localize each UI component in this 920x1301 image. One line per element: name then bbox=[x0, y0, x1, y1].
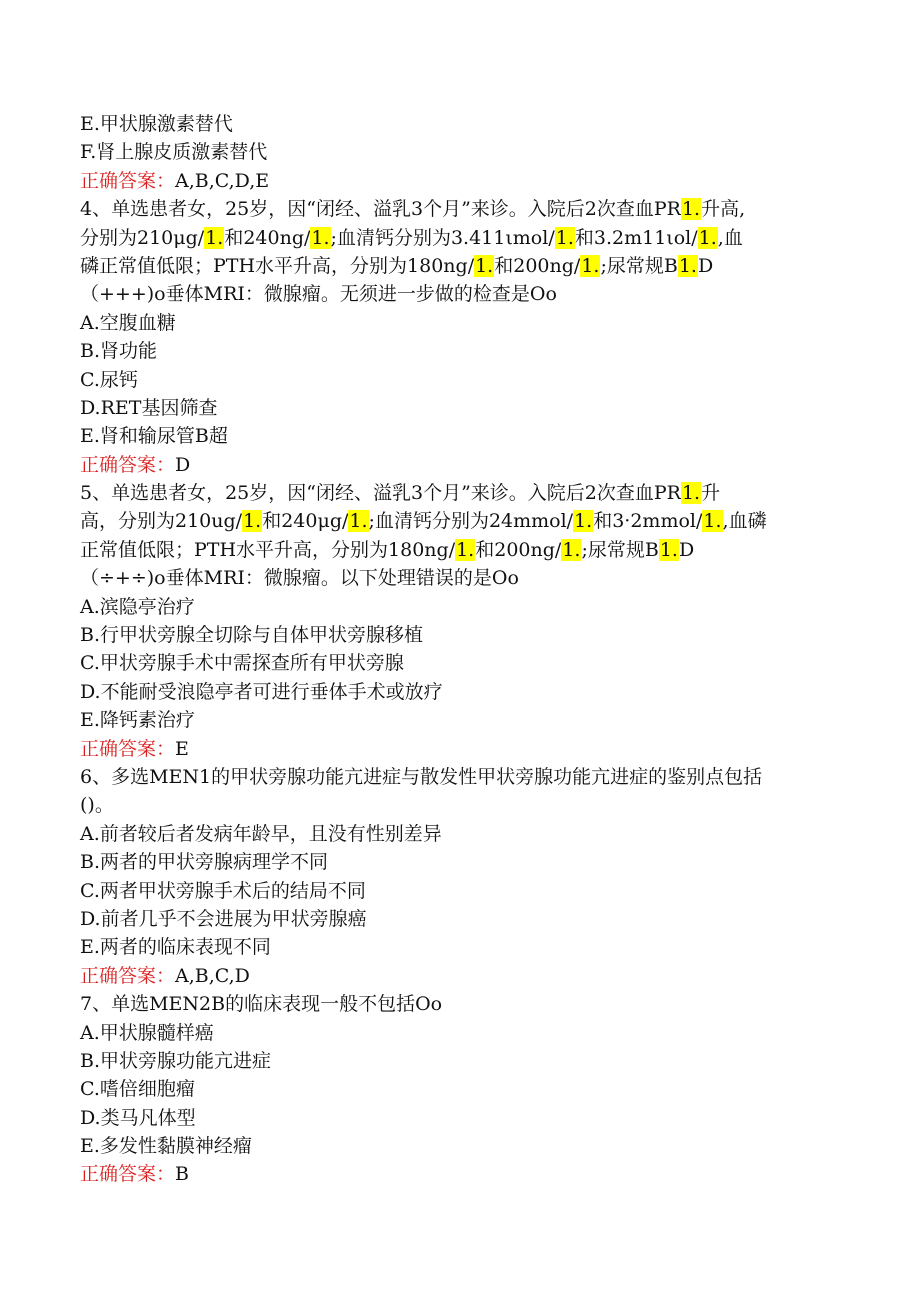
highlight-mark: 1. bbox=[243, 510, 262, 533]
option-a: A.空腹血糖 bbox=[80, 311, 176, 334]
answer-value: A,B,C,D bbox=[175, 964, 250, 987]
question-4-stem-line-3 bbox=[80, 252, 840, 280]
answer-line bbox=[80, 735, 840, 763]
answer-label: 正确答案： bbox=[80, 964, 176, 987]
previous-question-tail bbox=[80, 110, 840, 195]
question-4-stem-line-2 bbox=[80, 224, 840, 252]
option-c: C.两者甲状旁腺手术后的结局不同 bbox=[80, 879, 366, 902]
stem-text: ;血清钙分别为24mmol/ bbox=[368, 510, 574, 533]
option-b: B.肾功能 bbox=[80, 340, 158, 363]
answer-line bbox=[80, 167, 840, 195]
question-5-stem-line-1 bbox=[80, 479, 840, 507]
question-7-stem-line-1: 7、单选MEN2B的临床表现一般不包括Oo bbox=[80, 993, 443, 1016]
stem-text: ;尿常规B bbox=[581, 538, 659, 561]
question-6-stem-line-2: ()。 bbox=[80, 794, 114, 817]
highlight-mark: 1. bbox=[698, 226, 717, 249]
option-e: E.多发性黏膜神经瘤 bbox=[80, 1135, 252, 1158]
question-6 bbox=[80, 763, 840, 990]
answer-value: A,B,C,D,E bbox=[175, 169, 270, 192]
stem-text: ;尿常规B bbox=[600, 254, 678, 277]
highlight-mark: 1. bbox=[581, 254, 600, 277]
stem-text: 磷正常值低限；PTH水平升高，分别为180ng/ bbox=[80, 254, 475, 277]
answer-label: 正确答案： bbox=[80, 453, 176, 476]
highlight-mark: 1. bbox=[311, 226, 330, 249]
option-d: D.类马凡体型 bbox=[80, 1106, 196, 1129]
stem-text: 4、单选患者女，25岁，因“闭经、溢乳3个月”来诊。入院后2次查血PR bbox=[80, 198, 681, 221]
highlight-mark: 1. bbox=[205, 226, 224, 249]
answer-line bbox=[80, 962, 840, 990]
answer-label: 正确答案： bbox=[80, 737, 176, 760]
stem-text: 升高, bbox=[701, 198, 746, 221]
option-e: E.肾和输尿管B超 bbox=[80, 425, 228, 448]
answer-value: D bbox=[175, 453, 191, 476]
stem-text: ,血 bbox=[717, 226, 743, 249]
option-b: B.行甲状旁腺全切除与自体甲状旁腺移植 bbox=[80, 624, 424, 647]
question-4-stem-line-1 bbox=[80, 195, 840, 223]
highlight-mark: 1. bbox=[456, 538, 475, 561]
highlight-mark: 1. bbox=[678, 254, 697, 277]
option-c: C.甲状旁腺手术中需探查所有甲状旁腺 bbox=[80, 652, 404, 675]
option-d: D.前者几乎不会进展为甲状旁腺癌 bbox=[80, 907, 367, 930]
highlight-mark: 1. bbox=[555, 226, 574, 249]
stem-text: 和200ng/ bbox=[475, 538, 562, 561]
option-a: A.滨隐亭治疗 bbox=[80, 595, 195, 618]
stem-text: D bbox=[697, 254, 714, 277]
question-5-stem-line-3 bbox=[80, 536, 840, 564]
option-c: C.尿钙 bbox=[80, 368, 138, 391]
option-e: E.降钙素治疗 bbox=[80, 709, 195, 732]
option-a: A.前者较后者发病年龄早，且没有性别差异 bbox=[80, 822, 442, 845]
option-b: B.甲状旁腺功能亢进症 bbox=[80, 1049, 272, 1072]
highlight-mark: 1. bbox=[681, 482, 701, 505]
stem-text: 和3·2mmol/ bbox=[593, 510, 703, 533]
option-b: B.两者的甲状旁腺病理学不同 bbox=[80, 851, 329, 874]
question-6-stem-line-1: 6、多选MEN1的甲状旁腺功能亢进症与散发性甲状旁腺功能亢进症的鉴别点包括 bbox=[80, 765, 763, 788]
stem-text: D bbox=[678, 538, 695, 561]
stem-text: 和3.2m11ιol/ bbox=[574, 226, 698, 249]
question-5-stem-line-4: （÷+÷)o垂体MRI：微腺瘤。以下处理错误的是Oo bbox=[80, 567, 519, 590]
stem-text: 和240μg/ bbox=[262, 510, 349, 533]
stem-text: 高，分别为210ug/ bbox=[80, 510, 243, 533]
option-d: D.不能耐受浪隐亭者可进行垂体手术或放疗 bbox=[80, 680, 443, 703]
option-c: C.嗜倍细胞瘤 bbox=[80, 1078, 195, 1101]
highlight-mark: 1. bbox=[659, 538, 678, 561]
option-a: A.甲状腺髓样癌 bbox=[80, 1021, 214, 1044]
answer-label: 正确答案： bbox=[80, 169, 176, 192]
highlight-mark: 1. bbox=[349, 510, 368, 533]
highlight-mark: 1. bbox=[574, 510, 593, 533]
answer-label: 正确答案： bbox=[80, 1163, 176, 1186]
stem-text: 5、单选患者女，25岁，因“闭经、溢乳3个月”来诊。入院后2次查血PR bbox=[80, 482, 681, 505]
option-e: E.两者的临床表现不同 bbox=[80, 936, 271, 959]
highlight-mark: 1. bbox=[703, 510, 722, 533]
stem-text: ,血磷 bbox=[722, 510, 767, 533]
stem-text: 正常值低限；PTH水平升高，分别为180ng/ bbox=[80, 538, 456, 561]
stem-text: 和240ng/ bbox=[224, 226, 311, 249]
question-7 bbox=[80, 990, 840, 1189]
stem-text: ;血清钙分别为3.411ιmol/ bbox=[330, 226, 555, 249]
question-5-stem-line-2 bbox=[80, 507, 840, 535]
stem-text: 升 bbox=[701, 482, 721, 505]
option-d: D.RET基因筛查 bbox=[80, 396, 218, 419]
answer-value: B bbox=[175, 1163, 189, 1186]
question-4-stem-line-4: （+++)o垂体MRI：微腺瘤。无须进一步做的检查是Oo bbox=[80, 283, 557, 306]
highlight-mark: 1. bbox=[562, 538, 581, 561]
stem-text: 和200ng/ bbox=[494, 254, 581, 277]
question-4 bbox=[80, 195, 840, 479]
answer-value: E bbox=[175, 737, 189, 760]
answer-line bbox=[80, 1160, 840, 1188]
highlight-mark: 1. bbox=[681, 198, 701, 221]
question-5 bbox=[80, 479, 840, 763]
option-e: E.甲状腺激素替代 bbox=[80, 113, 233, 135]
option-f: F.肾上腺皮质激素替代 bbox=[80, 141, 268, 164]
stem-text: 分别为210μg/ bbox=[80, 226, 205, 249]
highlight-mark: 1. bbox=[475, 254, 494, 277]
document-content bbox=[80, 110, 840, 1189]
answer-line bbox=[80, 451, 840, 479]
